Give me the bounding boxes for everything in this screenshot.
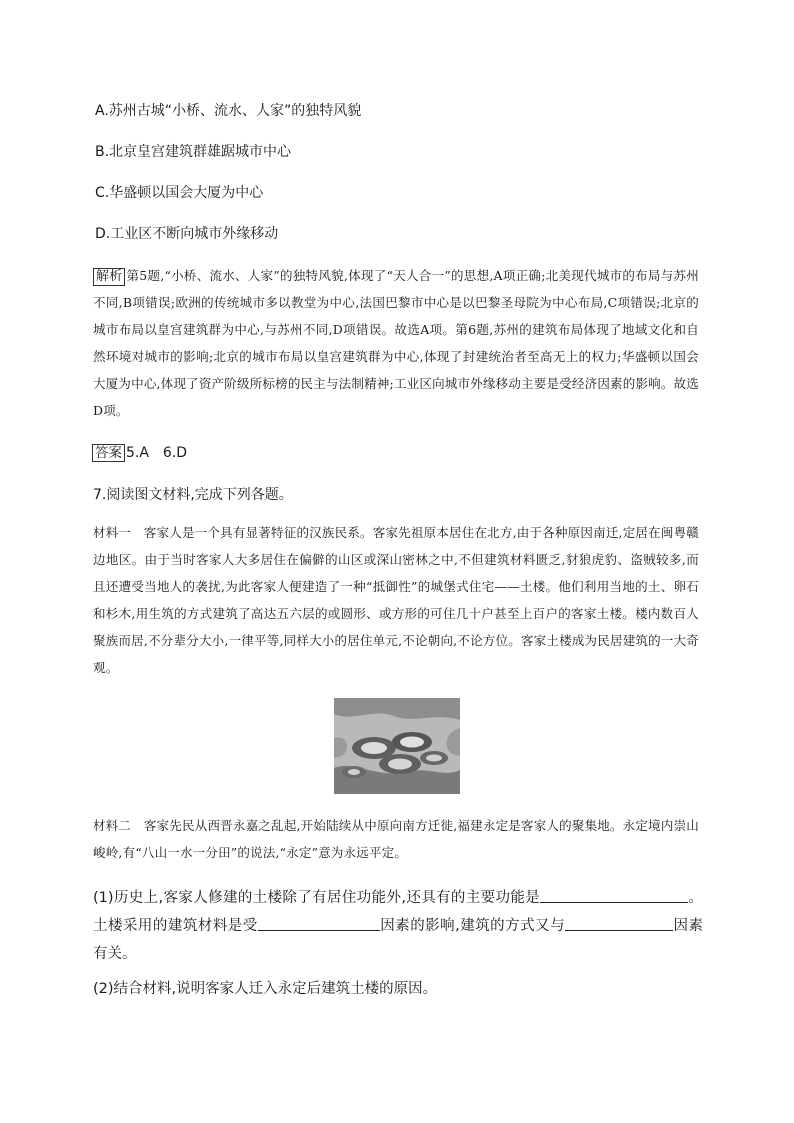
answer-text: 5.A 6.D (126, 445, 188, 461)
analysis-text: 第5题,“小桥、流水、人家”的独特风貌,体现了“天人合一”的思想,A项正确;北美现代城市的布局与苏州不同,B项错误;欧洲的传统城市多以教堂为中心,法国巴黎市中心是以巴黎圣母院为中心布局,C项错误;北京的城市布局以皇宫建筑群为中心,与苏州不同,D项错误。故选A项。第6题,苏州的建筑布局体现了地域文化和自然环境对城市的影响;北京的城市布局以皇宫建筑群为中心,体现了封建统治者至高无上的权力;华盛顿以国会大厦为中心,体现了资产阶级所标榜的民主与法制精神;工业区向城市外缘移动主要是受经济因素的影响。故选D项。 (93, 268, 699, 418)
answer-blank-1[interactable] (540, 887, 688, 903)
option-d: D.工业区不断向城市外缘移动 (95, 226, 279, 242)
option-b: B.北京皇宫建筑群雄踞城市中心 (95, 144, 292, 160)
material-2: 材料二 客家先民从西晋永嘉之乱起,开始陆续从中原向南方迁徙,福建永定是客家人的聚集地。永定境内崇山峻岭,有“八山一水一分田”的说法,“永定”意为永远平定。 (93, 818, 699, 860)
material-1: 材料一 客家人是一个具有显著特征的汉族民系。客家先祖原本居住在北方,由于各种原因南迁,定居在闽粤赣边地区。由于当时客家人大多居住在偏僻的山区或深山密林之中,不但建筑材料匮乏,豺狼虎豹、盗贼较多,而且还遭受当地人的袭扰,为此客家人便建造了一种“抵御性”的城堡式住宅——土楼。他们利用当地的土、卵石和杉木,用生筑的方式建筑了高达五六层的或圆形、或方形的可住几十户甚至上百户的客家土楼。楼内数百人聚族而居,不分辈分大小,一律平等,同样大小的居住单元,不论朝向,不论方位。客家土楼成为民居建筑的一大奇观。 (93, 525, 699, 675)
sub-question-1 (93, 884, 703, 968)
sub-question-2: (2)结合材料,说明客家人迁入永定后建筑土楼的原因。 (93, 981, 438, 997)
tulou-photo (334, 698, 460, 794)
option-a: A.苏州古城“小桥、流水、人家”的独特风貌 (95, 103, 362, 119)
question-7-title: 7.阅读图文材料,完成下列各题。 (93, 487, 293, 503)
sub-question-1-part-3: 因素的影响,建筑的方式又与 (379, 918, 566, 934)
answer-blank-3[interactable] (565, 915, 673, 931)
answer-blank-2[interactable] (258, 915, 380, 931)
sub-question-1-part-4: 因素有关。 (93, 918, 704, 962)
answer-line (92, 443, 187, 463)
analysis-paragraph (93, 262, 699, 424)
tulou-illustration (334, 698, 460, 794)
answer-tag: 答案 (92, 444, 125, 462)
sub-question-1-part-2: 。土楼采用的建筑材料是受 (93, 890, 703, 934)
option-c: C.华盛顿以国会大厦为中心 (95, 185, 264, 201)
analysis-tag: 解析 (93, 268, 125, 286)
sub-question-1-part-1: (1)历史上,客家人修建的土楼除了有居住功能外,还具有的主要功能是 (93, 890, 541, 906)
